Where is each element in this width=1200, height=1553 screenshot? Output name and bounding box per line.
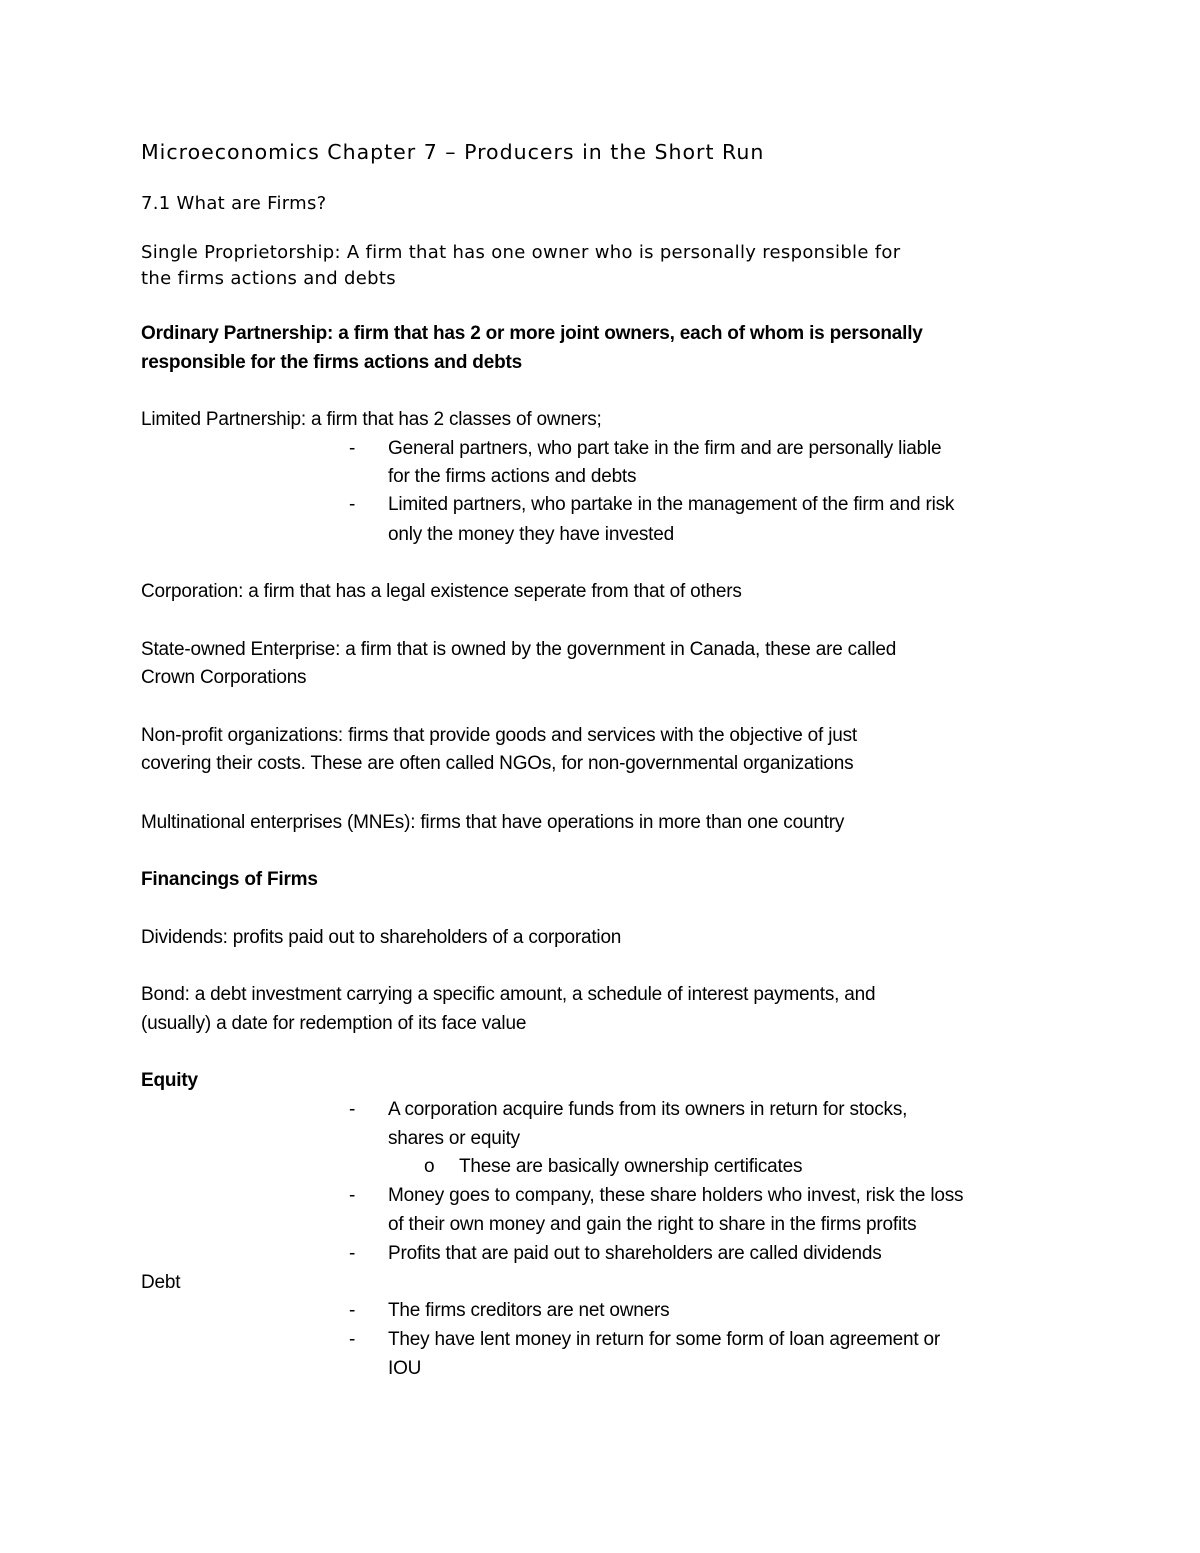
limited-partners-line1: Limited partners, who partake in the management of the firm and risk — [388, 494, 955, 515]
sub-bullet-marker: o — [424, 1156, 435, 1177]
single-proprietorship-line1: Single Proprietorship: A firm that has one owner who is personally responsible for — [141, 242, 901, 263]
non-profit-line1: Non-profit organizations: firms that provide goods and services with the objective of just — [141, 725, 857, 746]
equity-bullet2-line2: of their own money and gain the right to share in the firms profits — [388, 1214, 917, 1235]
bullet-marker: - — [349, 494, 356, 515]
equity-bullet2-line1: Money goes to company, these share holders who invest, risk the loss — [388, 1185, 964, 1206]
debt-bullet2-line2: IOU — [388, 1358, 422, 1379]
bullet-marker: - — [349, 1185, 356, 1206]
debt-heading: Debt — [141, 1272, 181, 1293]
general-partners-line2: for the firms actions and debts — [388, 466, 637, 487]
section-heading: 7.1 What are Firms? — [141, 193, 327, 214]
dividends-definition: Dividends: profits paid out to shareholders of a corporation — [141, 927, 622, 948]
single-proprietorship-line2: the firms actions and debts — [141, 268, 396, 289]
bullet-marker: - — [349, 438, 356, 459]
equity-bullet1-line2: shares or equity — [388, 1128, 520, 1149]
mne-definition: Multinational enterprises (MNEs): firms that have operations in more than one country — [141, 812, 845, 833]
debt-bullet1: The firms creditors are net owners — [388, 1300, 670, 1321]
equity-sub-bullet: These are basically ownership certificates — [459, 1156, 803, 1177]
corporation-definition: Corporation: a firm that has a legal existence seperate from that of others — [141, 581, 742, 602]
bullet-marker: - — [349, 1300, 356, 1321]
equity-bullet3: Profits that are paid out to shareholders are called dividends — [388, 1243, 882, 1264]
equity-heading: Equity — [141, 1070, 198, 1091]
general-partners-line1: General partners, who part take in the firm and are personally liable — [388, 438, 942, 459]
limited-partnership-intro: Limited Partnership: a firm that has 2 classes of owners; — [141, 409, 602, 430]
ordinary-partnership-line2: responsible for the firms actions and debts — [141, 352, 522, 373]
financings-heading: Financings of Firms — [141, 869, 318, 890]
state-owned-line2: Crown Corporations — [141, 667, 307, 688]
bullet-marker: - — [349, 1243, 356, 1264]
bullet-marker: - — [349, 1329, 356, 1350]
bond-line1: Bond: a debt investment carrying a specific amount, a schedule of interest payments, and — [141, 984, 876, 1005]
non-profit-line2: covering their costs. These are often called NGOs, for non-governmental organizations — [141, 753, 854, 774]
ordinary-partnership-line1: Ordinary Partnership: a firm that has 2 or more joint owners, each of whom is personally — [141, 323, 923, 344]
document-title: Microeconomics Chapter 7 – Producers in the Short Run — [141, 140, 765, 164]
bond-line2: (usually) a date for redemption of its face value — [141, 1013, 527, 1034]
equity-bullet1-line1: A corporation acquire funds from its owners in return for stocks, — [388, 1099, 908, 1120]
limited-partners-line2: only the money they have invested — [388, 524, 674, 545]
debt-bullet2-line1: They have lent money in return for some form of loan agreement or — [388, 1329, 940, 1350]
state-owned-line1: State-owned Enterprise: a firm that is owned by the government in Canada, these are called — [141, 639, 897, 660]
bullet-marker: - — [349, 1099, 356, 1120]
